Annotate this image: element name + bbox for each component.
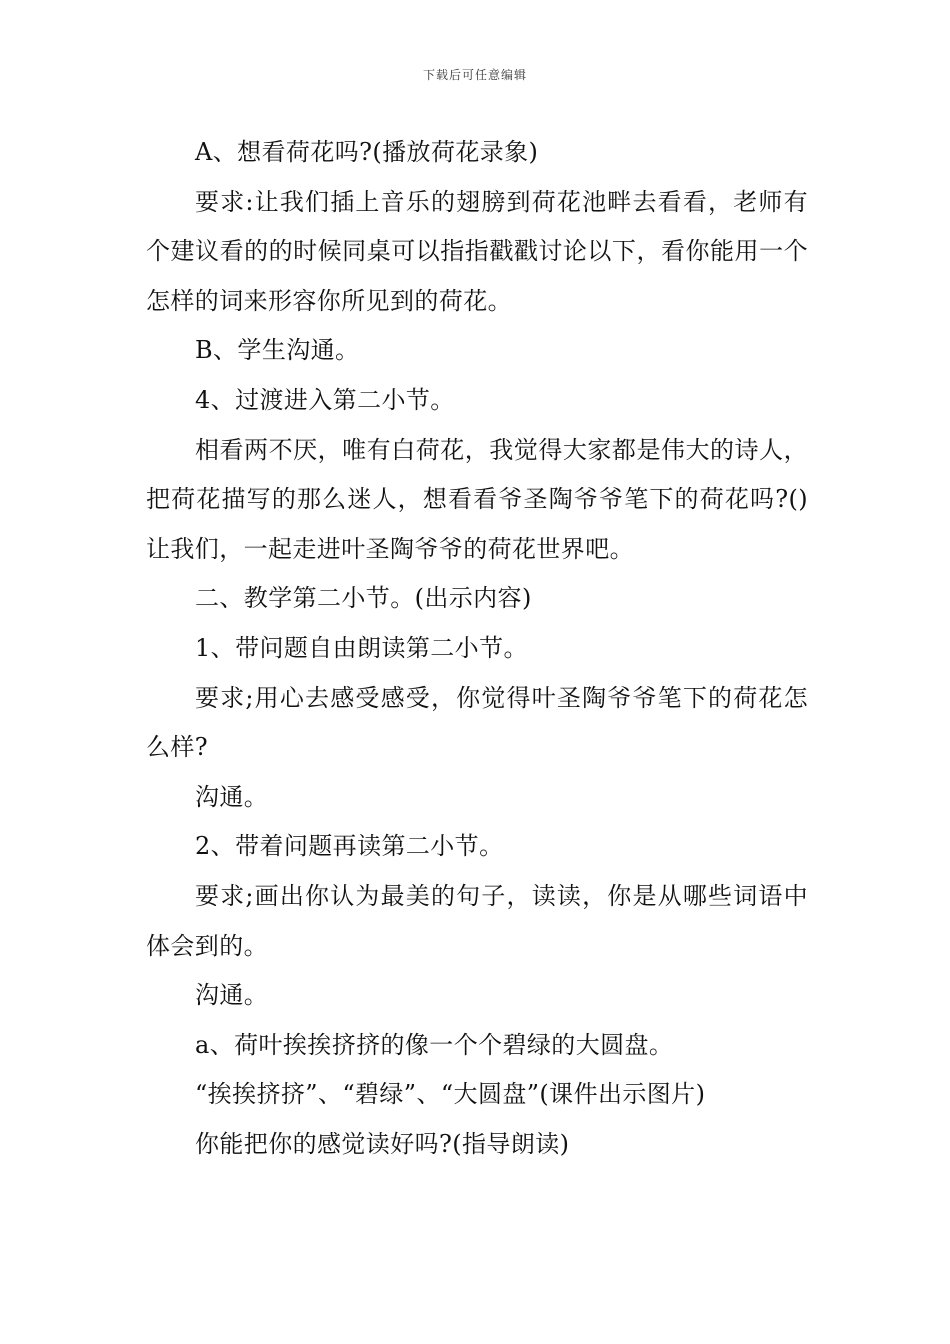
paragraph: 沟通。 (195, 782, 269, 811)
paragraph: B、学生沟通。 (195, 336, 360, 365)
paragraph: 要求:让我们插上音乐的翅膀到荷花池畔去看看，老师有个建议看的的时候同桌可以指指戳戳讨论以下，看你能用一个怎样的词来形容你所见到的荷花。 (146, 187, 808, 315)
paragraph: “挨挨挤挤”、“碧绿”、“大圆盘”(课件出示图片) (195, 1080, 706, 1109)
document-body (146, 128, 808, 1169)
paragraph: 2、带着问题再读第二小节。 (195, 832, 504, 861)
paragraph: 二、教学第二小节。(出示内容) (195, 584, 532, 613)
page-header: 下载后可任意编辑 (422, 68, 527, 82)
paragraph: 要求;画出你认为最美的句子，读读，你是从哪些词语中体会到的。 (146, 881, 808, 960)
paragraph: 沟通。 (195, 981, 269, 1010)
paragraph: 1、带问题自由朗读第二小节。 (195, 633, 528, 662)
paragraph: 要求;用心去感受感受，你觉得叶圣陶爷爷笔下的荷花怎么样? (146, 683, 808, 762)
paragraph: 相看两不厌，唯有白荷花，我觉得大家都是伟大的诗人，把荷花描写的那么迷人，想看看爷圣陶爷爷笔下的荷花吗?()让我们，一起走进叶圣陶爷爷的荷花世界吧。 (146, 435, 808, 563)
paragraph: A、想看荷花吗?(播放荷花录象) (195, 138, 539, 166)
paragraph: a、荷叶挨挨挤挤的像一个个碧绿的大圆盘。 (195, 1030, 674, 1059)
paragraph: 4、过渡进入第二小节。 (195, 385, 455, 414)
paragraph: 你能把你的感觉读好吗?(指导朗读) (195, 1129, 570, 1158)
